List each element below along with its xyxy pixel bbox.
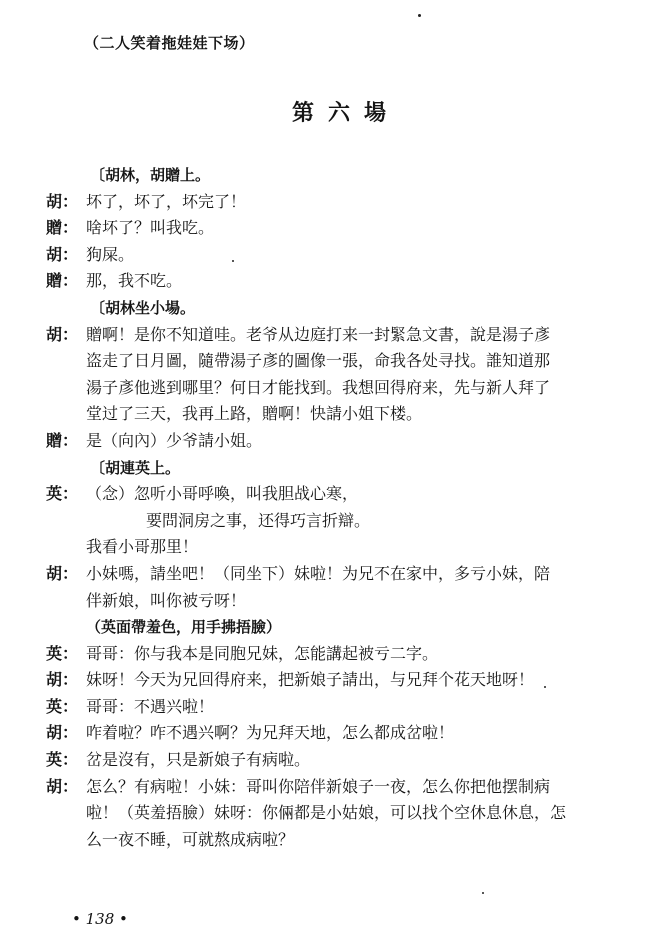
- dialogue-text: 哥哥：不遇兴啦！: [86, 696, 215, 716]
- dialogue-continuation: 伴新娘，叫你被亏呀！: [86, 590, 247, 610]
- dialogue-line: [46, 561, 650, 588]
- print-speck: [544, 686, 546, 688]
- speaker-label: 胡：: [46, 776, 79, 796]
- dialogue-text: 妹呀！今天为兄回得府来，把新娘子請出，与兄拜个花天地呀！: [86, 670, 535, 690]
- dialogue-continuation: 么一夜不睡，可就熬成病啦？: [86, 829, 295, 849]
- dialogue-text: 岔是沒有，只是新娘子有病啦。: [86, 750, 311, 770]
- dialogue-text: 哥哥：你与我本是同胞兄妹，怎能講起被亏二字。: [86, 643, 439, 663]
- dialogue-text: 坏了，坏了，坏完了！: [86, 191, 247, 211]
- dialogue-text: 小妹嗎，請坐吧！（同坐下）妹啦！为兄不在家中，多亏小妹，陪: [86, 563, 551, 583]
- dialogue-text: 贈啊！是你不知道哇。老爷从边庭打来一封緊急文書，說是湯子彥: [86, 324, 551, 344]
- dialogue-line: [46, 720, 650, 747]
- stage-direction: [46, 614, 650, 641]
- dialogue-text: 狗屎。: [86, 244, 135, 264]
- stage-direction-top: （二人笑着拖娃娃下场）: [84, 34, 255, 52]
- speaker-label: 英：: [46, 696, 79, 716]
- print-speck: [482, 892, 484, 894]
- dialogue-line: [46, 215, 650, 242]
- speaker-label: 贈：: [46, 271, 79, 291]
- verse-line: 要問洞房之事，还得巧言折辯。: [146, 510, 371, 530]
- scene-title: 第六場: [291, 100, 400, 126]
- speaker-label: 胡：: [46, 324, 79, 344]
- dialogue-continuation: 堂过了三天，我再上路，贈啊！快請小姐下楼。: [86, 404, 423, 424]
- speaker-label: 贈：: [46, 430, 79, 450]
- dialogue-text: 怎么？有病啦！小妹：哥叫你陪伴新娘子一夜，怎么你把他摆制病: [86, 776, 551, 796]
- dialogue-continuation: 啦！（英羞捂臉）妹呀：你倆都是小姑娘，可以找个空休息休息，怎: [86, 803, 567, 823]
- dialogue-continuation: 湯子彥他逃到哪里？何日才能找到。我想回得府来，先与新人拜了: [86, 377, 551, 397]
- dialogue-line: [46, 428, 650, 455]
- dialogue-text: （念）忽听小哥呼喚，叫我胆战心寒，: [86, 484, 359, 504]
- dialogue-text: 是（向內）少爷請小姐。: [86, 430, 263, 450]
- dialogue-line: [46, 641, 650, 668]
- script-body: [46, 162, 650, 853]
- print-speck: [418, 14, 421, 17]
- dialogue-line: [46, 774, 650, 801]
- stage-direction: 〔胡林坐小場。: [90, 298, 196, 317]
- speaker-label: 英：: [46, 484, 79, 504]
- dialogue-text: 啥坏了？叫我吃。: [86, 218, 215, 238]
- stage-direction: 〔胡林，胡贈上。: [90, 166, 211, 184]
- speaker-label: 贈：: [46, 218, 79, 238]
- dialogue-continuation: 我看小哥那里！: [86, 537, 199, 557]
- speaker-label: 英：: [46, 750, 79, 770]
- speaker-label: 胡：: [46, 244, 79, 264]
- dialogue-line: [46, 242, 650, 269]
- speaker-label: 胡：: [46, 191, 79, 211]
- dialogue-continuation: 盗走了日月圖，隨帶湯子彥的圖像一張，命我各处寻找。誰知道那: [86, 351, 551, 371]
- dialogue-line: [46, 694, 650, 721]
- speaker-label: 英：: [46, 643, 79, 663]
- stage-direction: 〔胡連英上。: [90, 458, 181, 477]
- speaker-label: 胡：: [46, 723, 79, 743]
- speaker-label: 胡：: [46, 563, 79, 583]
- speaker-label: 胡：: [46, 670, 79, 690]
- stage-direction-text: （英面帶羞色，用手拂捂臉）: [86, 618, 282, 637]
- page-number: • 138 •: [72, 910, 128, 928]
- dialogue-line: [46, 189, 650, 216]
- print-speck: [232, 260, 234, 262]
- dialogue-line: [46, 747, 650, 774]
- dialogue-line: [46, 667, 650, 694]
- dialogue-line: [46, 268, 650, 295]
- dialogue-line: [46, 322, 650, 349]
- dialogue-text: 咋着啦？咋不遇兴啊？为兄拜天地，怎么都成岔啦！: [86, 723, 455, 743]
- dialogue-text: 那，我不吃。: [86, 271, 183, 291]
- dialogue-line: [46, 481, 650, 508]
